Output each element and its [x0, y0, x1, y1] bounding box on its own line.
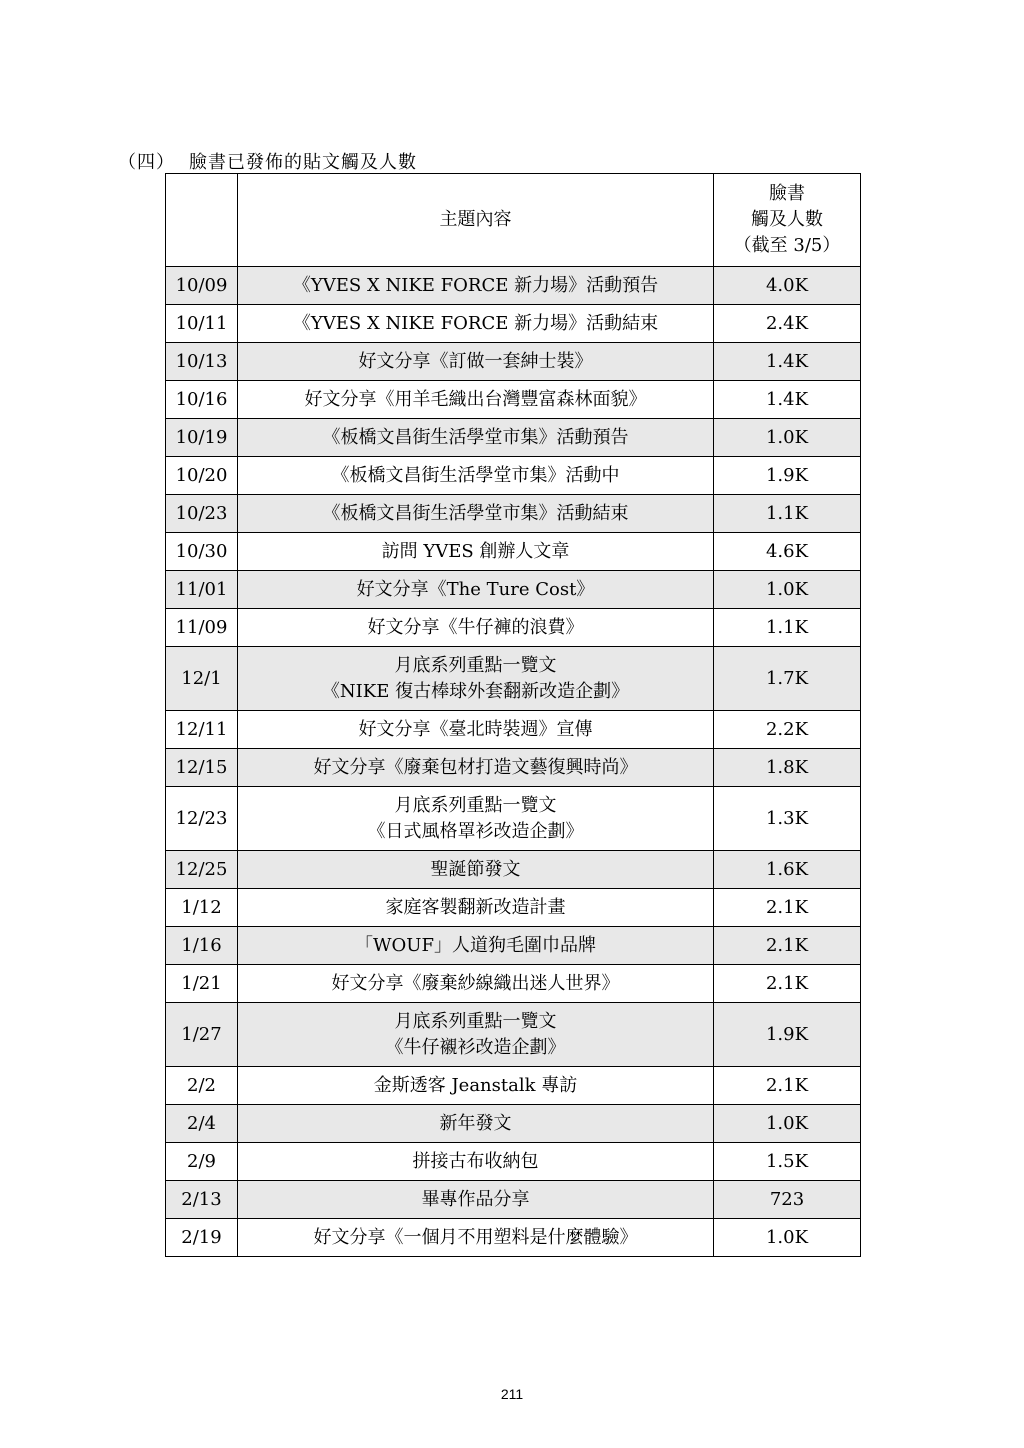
cell-topic	[238, 1105, 714, 1143]
cell-topic	[238, 457, 714, 495]
topic-line: 好文分享《一個月不用塑料是什麼體驗》	[313, 1226, 638, 1248]
table-row	[166, 1003, 861, 1067]
cell-topic	[238, 1067, 714, 1105]
table-row	[166, 1105, 861, 1143]
topic-line: 拼接古布收納包	[412, 1150, 539, 1172]
cell-date: 10/23	[166, 495, 238, 533]
cell-topic	[238, 343, 714, 381]
cell-date: 10/13	[166, 343, 238, 381]
cell-date: 10/09	[166, 267, 238, 305]
section-heading	[118, 148, 417, 174]
section-title: 臉書已發佈的貼文觸及人數	[189, 152, 417, 173]
cell-date: 10/16	[166, 381, 238, 419]
header-reach-line: 臉書	[769, 183, 805, 204]
topic-line: 好文分享《臺北時裝週》宣傳	[358, 718, 593, 740]
topic-line: 月底系列重點一覽文	[394, 794, 557, 816]
table-body	[166, 267, 861, 1257]
table-row	[166, 749, 861, 787]
cell-topic	[238, 787, 714, 851]
cell-date: 11/09	[166, 609, 238, 647]
topic-line: 新年發文	[439, 1112, 512, 1134]
cell-reach: 1.4K	[714, 343, 861, 381]
cell-reach: 2.1K	[714, 889, 861, 927]
cell-reach: 1.0K	[714, 1105, 861, 1143]
cell-topic	[238, 495, 714, 533]
table-row	[166, 787, 861, 851]
header-reach	[714, 174, 861, 267]
topic-line: 《板橋文昌街生活學堂市集》活動預告	[322, 426, 629, 448]
table-row	[166, 711, 861, 749]
cell-date: 2/9	[166, 1143, 238, 1181]
cell-reach: 723	[714, 1181, 861, 1219]
cell-reach: 1.8K	[714, 749, 861, 787]
cell-date: 1/27	[166, 1003, 238, 1067]
cell-date: 12/11	[166, 711, 238, 749]
topic-line: 好文分享《訂做一套紳士裝》	[358, 350, 593, 372]
cell-topic	[238, 571, 714, 609]
topic-line: 《板橋文昌街生活學堂市集》活動結束	[322, 502, 629, 524]
cell-reach: 1.0K	[714, 571, 861, 609]
cell-topic	[238, 267, 714, 305]
cell-topic	[238, 965, 714, 1003]
cell-date: 2/19	[166, 1219, 238, 1257]
cell-date: 12/23	[166, 787, 238, 851]
facebook-reach-table	[165, 173, 861, 1257]
table-row	[166, 381, 861, 419]
topic-line: 月底系列重點一覽文	[394, 1010, 557, 1032]
table-row	[166, 343, 861, 381]
section-number: （四）	[118, 152, 175, 173]
cell-date: 2/2	[166, 1067, 238, 1105]
cell-reach: 1.7K	[714, 647, 861, 711]
cell-date: 2/4	[166, 1105, 238, 1143]
header-reach-line: （截至 3/5）	[733, 235, 841, 256]
cell-date: 12/25	[166, 851, 238, 889]
cell-topic	[238, 851, 714, 889]
table-row	[166, 1181, 861, 1219]
topic-line: 「WOUF」人道狗毛圍巾品牌	[355, 934, 596, 956]
cell-date: 12/1	[166, 647, 238, 711]
cell-date: 2/13	[166, 1181, 238, 1219]
cell-topic	[238, 1003, 714, 1067]
cell-topic	[238, 381, 714, 419]
cell-reach: 2.1K	[714, 927, 861, 965]
cell-reach: 2.2K	[714, 711, 861, 749]
table-row	[166, 647, 861, 711]
topic-line: 畢專作品分享	[421, 1188, 530, 1210]
topic-line: 《NIKE 復古棒球外套翻新改造企劃》	[321, 680, 630, 702]
cell-topic	[238, 609, 714, 647]
cell-reach: 4.0K	[714, 267, 861, 305]
table-row	[166, 1219, 861, 1257]
page-number: 211	[500, 1386, 524, 1402]
cell-reach: 1.1K	[714, 609, 861, 647]
topic-line: 聖誕節發文	[430, 858, 521, 880]
cell-topic	[238, 927, 714, 965]
cell-reach: 1.0K	[714, 419, 861, 457]
cell-reach: 4.6K	[714, 533, 861, 571]
cell-topic	[238, 1219, 714, 1257]
table-row	[166, 305, 861, 343]
cell-reach: 2.4K	[714, 305, 861, 343]
topic-line: 《YVES X NIKE FORCE 新力場》活動結束	[292, 312, 659, 334]
topic-line: 家庭客製翻新改造計畫	[385, 896, 566, 918]
table-row	[166, 609, 861, 647]
header-topic: 主題內容	[238, 174, 714, 267]
cell-date: 11/01	[166, 571, 238, 609]
topic-line: 訪問 YVES 創辦人文章	[381, 540, 570, 562]
cell-reach: 1.9K	[714, 1003, 861, 1067]
topic-line: 《板橋文昌街生活學堂市集》活動中	[331, 464, 620, 486]
cell-reach: 1.0K	[714, 1219, 861, 1257]
table-row	[166, 1143, 861, 1181]
cell-date: 10/20	[166, 457, 238, 495]
cell-date: 1/12	[166, 889, 238, 927]
topic-line: 《YVES X NIKE FORCE 新力場》活動預告	[292, 274, 659, 296]
cell-reach: 1.9K	[714, 457, 861, 495]
topic-line: 月底系列重點一覽文	[394, 654, 557, 676]
header-reach-line: 觸及人數	[751, 209, 823, 230]
cell-topic	[238, 889, 714, 927]
cell-topic	[238, 533, 714, 571]
header-date	[166, 174, 238, 267]
cell-topic	[238, 749, 714, 787]
cell-reach: 2.1K	[714, 1067, 861, 1105]
cell-date: 1/16	[166, 927, 238, 965]
table-row	[166, 889, 861, 927]
cell-topic	[238, 419, 714, 457]
table-row	[166, 533, 861, 571]
topic-line: 好文分享《廢棄紗線織出迷人世界》	[331, 972, 620, 994]
table-row	[166, 419, 861, 457]
topic-line: 好文分享《廢棄包材打造文藝復興時尚》	[313, 756, 638, 778]
table-row	[166, 965, 861, 1003]
cell-date: 10/30	[166, 533, 238, 571]
cell-reach: 1.1K	[714, 495, 861, 533]
topic-line: 好文分享《牛仔褲的浪費》	[367, 616, 584, 638]
topic-line: 《牛仔襯衫改造企劃》	[385, 1036, 566, 1058]
cell-topic	[238, 305, 714, 343]
cell-reach: 1.3K	[714, 787, 861, 851]
cell-reach: 1.6K	[714, 851, 861, 889]
topic-line: 好文分享《The Ture Cost》	[356, 578, 595, 600]
cell-reach: 1.5K	[714, 1143, 861, 1181]
cell-topic	[238, 1143, 714, 1181]
cell-topic	[238, 711, 714, 749]
cell-topic	[238, 1181, 714, 1219]
cell-date: 10/11	[166, 305, 238, 343]
table-row	[166, 571, 861, 609]
table-row	[166, 495, 861, 533]
table-row	[166, 267, 861, 305]
table-row	[166, 1067, 861, 1105]
cell-reach: 1.4K	[714, 381, 861, 419]
table-row	[166, 927, 861, 965]
table-row	[166, 851, 861, 889]
topic-line: 金斯透客 Jeanstalk 專訪	[373, 1074, 578, 1096]
topic-line: 《日式風格罩衫改造企劃》	[367, 820, 584, 842]
cell-date: 10/19	[166, 419, 238, 457]
topic-line: 好文分享《用羊毛織出台灣豐富森林面貌》	[304, 388, 647, 410]
table-row	[166, 457, 861, 495]
cell-topic	[238, 647, 714, 711]
cell-reach: 2.1K	[714, 965, 861, 1003]
cell-date: 1/21	[166, 965, 238, 1003]
table-header-row	[166, 174, 861, 267]
cell-date: 12/15	[166, 749, 238, 787]
